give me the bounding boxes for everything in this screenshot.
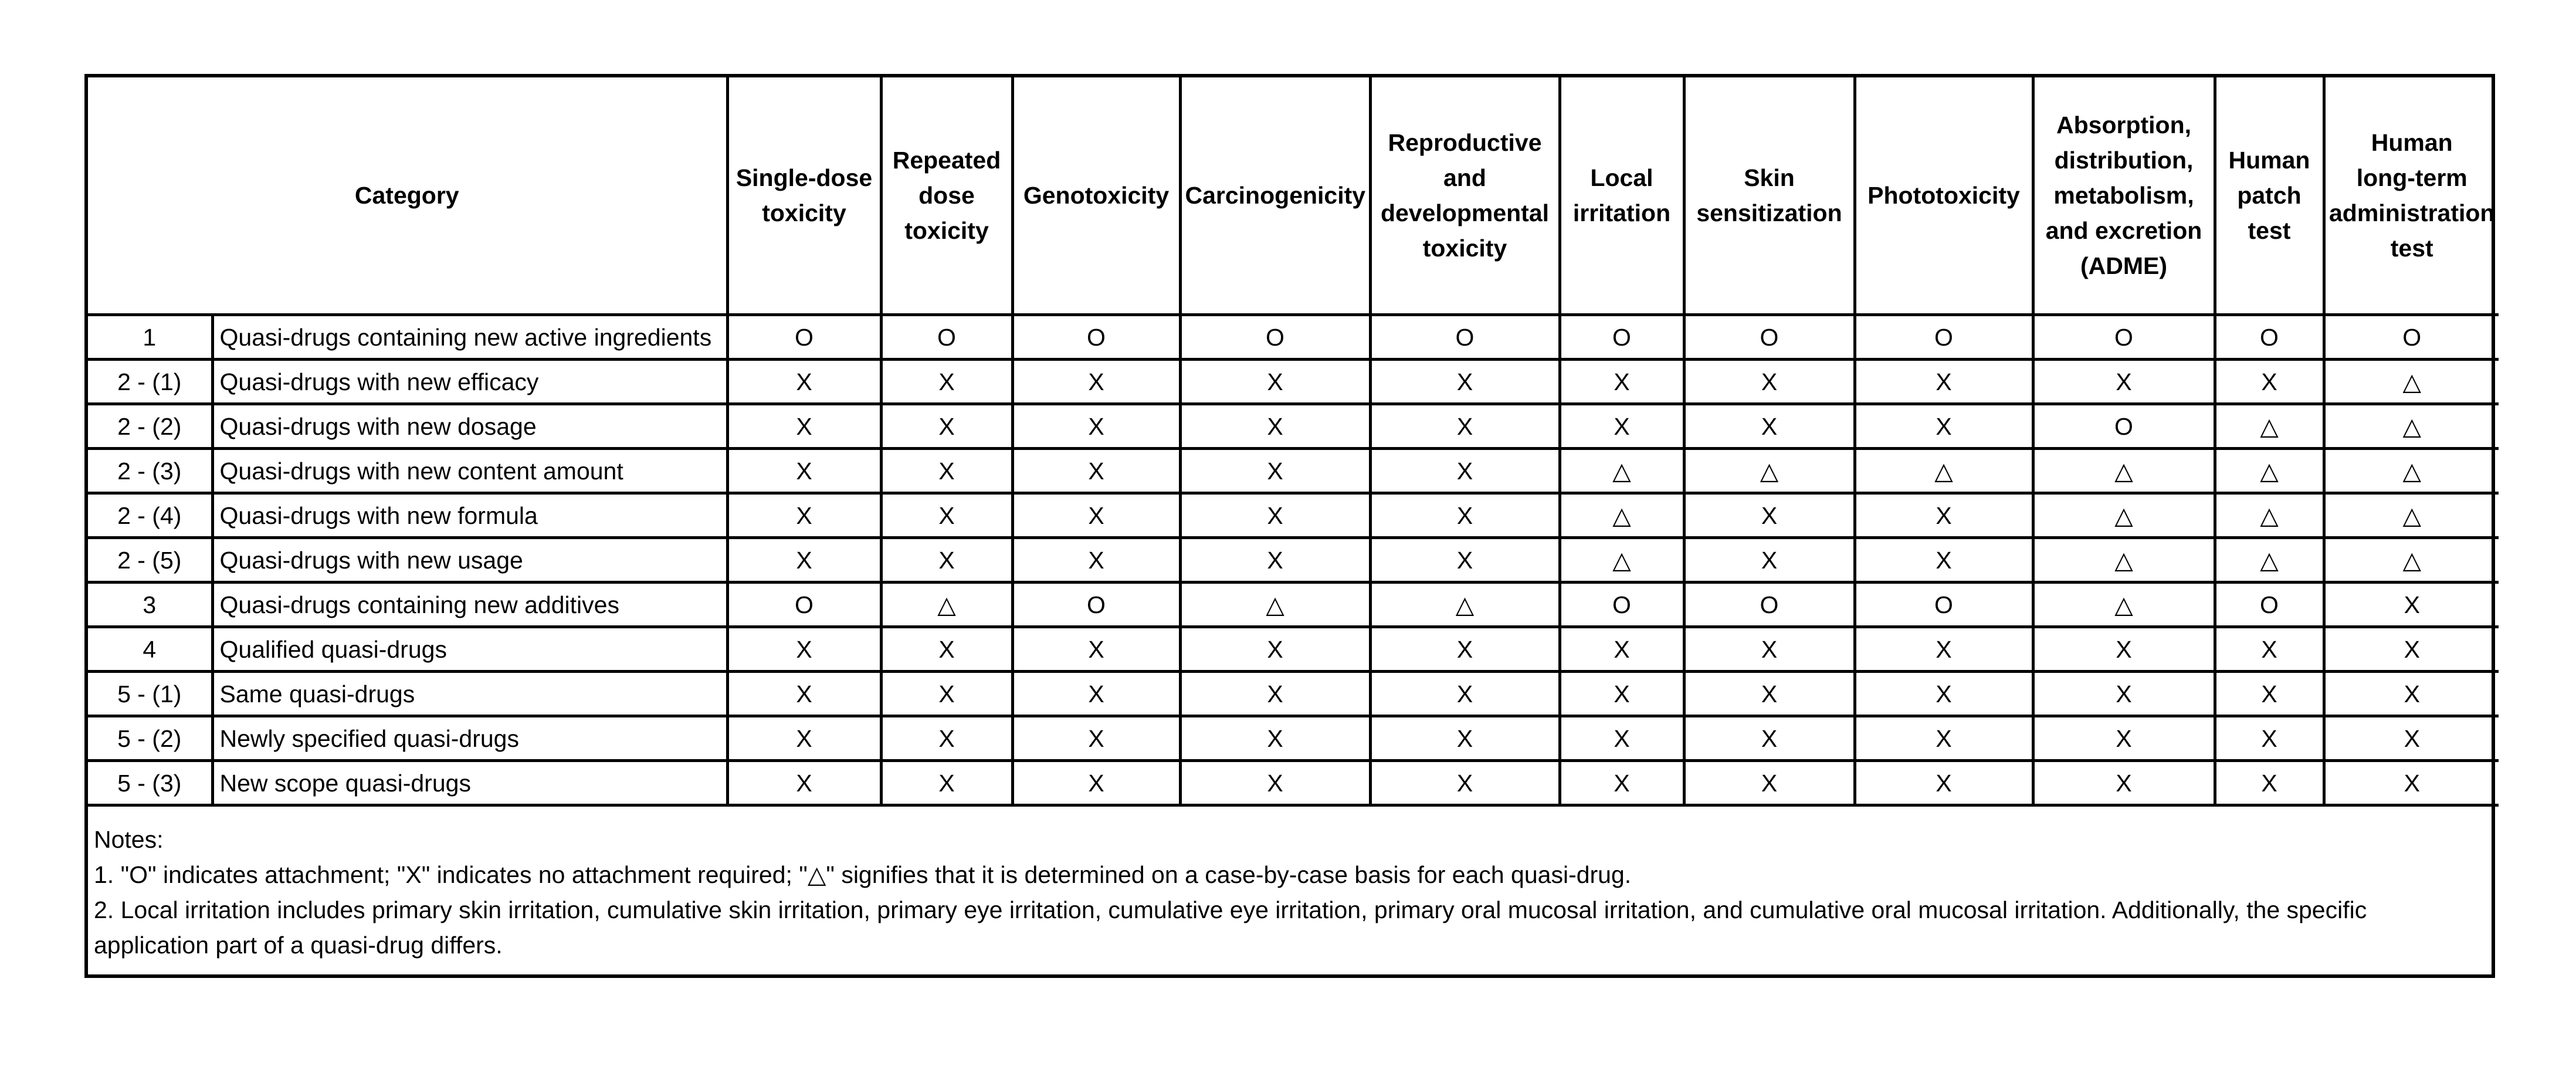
note-line-2: 2. Local irritation includes primary skin irritation, cumulative skin irritation, primary eye irritation, cumulative eye irritation, primary oral mucosal irritation, and cumulative oral mucosal irritation. Additionally, the specific application part of a quasi-drug differs. — [94, 896, 2367, 959]
row-category-id: 2 - (2) — [88, 404, 212, 449]
requirement-cell: X — [1855, 538, 2033, 583]
row-category-name: Quasi-drugs with new usage — [212, 538, 727, 583]
requirement-cell: X — [1370, 761, 1560, 805]
requirement-cell: X — [727, 404, 881, 449]
requirement-cell: X — [1684, 761, 1855, 805]
requirement-cell: X — [1012, 761, 1180, 805]
requirement-cell: X — [2324, 761, 2499, 805]
requirement-cell: X — [1370, 627, 1560, 672]
requirement-cell: X — [881, 404, 1012, 449]
row-category-name: Quasi-drugs containing new additives — [212, 583, 727, 627]
requirement-cell: X — [2324, 716, 2499, 761]
requirement-cell: X — [1855, 672, 2033, 716]
requirement-cell: X — [1684, 360, 1855, 404]
requirement-cell: X — [1180, 538, 1370, 583]
row-category-name: Same quasi-drugs — [212, 672, 727, 716]
requirement-cell: O — [1012, 583, 1180, 627]
row-category-name: Quasi-drugs containing new active ingredients — [212, 315, 727, 360]
requirement-cell: X — [1012, 493, 1180, 538]
requirement-cell: X — [2215, 627, 2324, 672]
requirement-cell: O — [1180, 315, 1370, 360]
requirement-cell: X — [1370, 538, 1560, 583]
requirement-cell: △ — [2033, 493, 2215, 538]
requirement-cell: △ — [2324, 404, 2499, 449]
requirement-cell: X — [2324, 672, 2499, 716]
requirement-cell: X — [1684, 627, 1855, 672]
requirement-cell: △ — [2324, 449, 2499, 493]
requirement-cell: O — [1684, 315, 1855, 360]
requirement-cell: X — [881, 716, 1012, 761]
requirement-cell: △ — [1560, 449, 1684, 493]
table-row — [88, 360, 2499, 404]
requirement-cell: X — [1370, 672, 1560, 716]
row-category-name: Quasi-drugs with new content amount — [212, 449, 727, 493]
requirement-cell: X — [881, 538, 1012, 583]
requirement-cell: △ — [2215, 538, 2324, 583]
requirement-cell: X — [1855, 493, 2033, 538]
requirement-cell: X — [1012, 716, 1180, 761]
table-row — [88, 672, 2499, 716]
requirement-cell: X — [1180, 761, 1370, 805]
requirement-cell: X — [881, 627, 1012, 672]
requirement-cell: X — [727, 627, 881, 672]
requirement-cell: X — [1684, 404, 1855, 449]
table-row — [88, 761, 2499, 805]
requirement-cell: X — [1684, 538, 1855, 583]
requirement-cell: △ — [881, 583, 1012, 627]
row-category-id: 1 — [88, 315, 212, 360]
requirement-cell: △ — [2324, 493, 2499, 538]
table-body — [88, 315, 2499, 805]
requirement-cell: X — [2215, 761, 2324, 805]
requirement-cell: X — [2324, 583, 2499, 627]
requirement-cell: △ — [1180, 583, 1370, 627]
row-category-name: Newly specified quasi-drugs — [212, 716, 727, 761]
requirement-cell: X — [1370, 449, 1560, 493]
requirement-cell: X — [727, 761, 881, 805]
column-header-human-patch-test: Human patch test — [2215, 77, 2324, 315]
requirement-cell: X — [1370, 716, 1560, 761]
requirement-cell: △ — [1370, 583, 1560, 627]
table-row — [88, 538, 2499, 583]
requirement-cell: X — [1370, 493, 1560, 538]
row-category-name: Quasi-drugs with new efficacy — [212, 360, 727, 404]
requirement-cell: X — [1855, 404, 2033, 449]
requirement-cell: X — [1684, 493, 1855, 538]
requirement-cell: X — [1012, 449, 1180, 493]
row-category-id: 2 - (5) — [88, 538, 212, 583]
header-row — [88, 77, 2499, 315]
requirement-cell: X — [1370, 404, 1560, 449]
requirement-cell: X — [1684, 672, 1855, 716]
requirement-cell: △ — [2324, 538, 2499, 583]
requirement-cell: △ — [2215, 493, 2324, 538]
requirement-cell: X — [1180, 716, 1370, 761]
requirement-cell: X — [1560, 360, 1684, 404]
row-category-id: 5 - (2) — [88, 716, 212, 761]
requirement-cell: X — [1560, 627, 1684, 672]
requirement-cell: X — [1684, 716, 1855, 761]
requirement-cell: X — [1180, 449, 1370, 493]
requirement-cell: O — [1855, 583, 2033, 627]
column-header-local-irritation: Local irritation — [1560, 77, 1684, 315]
table-row — [88, 315, 2499, 360]
requirement-cell: X — [2215, 672, 2324, 716]
requirement-cell: X — [1560, 672, 1684, 716]
requirement-cell: X — [1855, 716, 2033, 761]
row-category-name: Quasi-drugs with new formula — [212, 493, 727, 538]
requirement-cell: X — [1180, 627, 1370, 672]
row-category-id: 4 — [88, 627, 212, 672]
row-category-name: Quasi-drugs with new dosage — [212, 404, 727, 449]
requirement-cell: X — [881, 672, 1012, 716]
requirement-cell: X — [727, 538, 881, 583]
requirement-cell: O — [727, 315, 881, 360]
requirement-cell: O — [727, 583, 881, 627]
row-category-id: 2 - (1) — [88, 360, 212, 404]
quasi-drug-requirements-document — [84, 74, 2495, 978]
column-header-category: Category — [88, 77, 727, 315]
column-header-reproductive-toxicity: Reproductive and developmental toxicity — [1370, 77, 1560, 315]
requirement-cell: X — [727, 716, 881, 761]
requirement-cell: X — [1560, 761, 1684, 805]
requirement-cell: △ — [1560, 538, 1684, 583]
column-header-repeated-dose-toxicity: Repeated dose toxicity — [881, 77, 1012, 315]
requirement-cell: △ — [2215, 404, 2324, 449]
requirement-cell: O — [2033, 404, 2215, 449]
requirement-cell: O — [2324, 315, 2499, 360]
requirement-cell: △ — [2215, 449, 2324, 493]
requirement-cell: △ — [1684, 449, 1855, 493]
row-category-id: 5 - (1) — [88, 672, 212, 716]
requirement-cell: △ — [2324, 360, 2499, 404]
column-header-human-long-term-test: Human long-term administration test — [2324, 77, 2499, 315]
requirement-cell: O — [2033, 315, 2215, 360]
requirement-cell: O — [1560, 315, 1684, 360]
requirement-cell: X — [1180, 360, 1370, 404]
requirement-cell: △ — [2033, 583, 2215, 627]
requirement-cell: △ — [2033, 538, 2215, 583]
requirement-cell: O — [2215, 583, 2324, 627]
requirement-cell: △ — [1855, 449, 2033, 493]
table-row — [88, 449, 2499, 493]
table-row — [88, 404, 2499, 449]
requirement-cell: O — [1560, 583, 1684, 627]
requirement-cell: X — [881, 761, 1012, 805]
column-header-genotoxicity: Genotoxicity — [1012, 77, 1180, 315]
table-row — [88, 583, 2499, 627]
column-header-phototoxicity: Phototoxicity — [1855, 77, 2033, 315]
requirement-cell: X — [2033, 627, 2215, 672]
requirement-cell: X — [1180, 672, 1370, 716]
requirement-cell: X — [1012, 672, 1180, 716]
requirement-cell: X — [1560, 404, 1684, 449]
row-category-name: New scope quasi-drugs — [212, 761, 727, 805]
requirement-cell: X — [1855, 360, 2033, 404]
notes-title: Notes: — [94, 826, 164, 853]
requirement-cell: X — [2215, 360, 2324, 404]
requirement-cell: X — [881, 360, 1012, 404]
requirement-cell: X — [1855, 761, 2033, 805]
requirement-cell: O — [1012, 315, 1180, 360]
column-header-skin-sensitization: Skin sensitization — [1684, 77, 1855, 315]
note-line-1: 1. "O" indicates attachment; "X" indicates no attachment required; "△" signifies that it is determined on a case-by-case basis for each quasi-drug. — [94, 861, 1632, 888]
requirement-cell: O — [2215, 315, 2324, 360]
requirements-table — [88, 77, 2499, 807]
requirement-cell: O — [1370, 315, 1560, 360]
requirement-cell: X — [1180, 493, 1370, 538]
requirement-cell: △ — [1560, 493, 1684, 538]
requirement-cell: △ — [2033, 449, 2215, 493]
requirement-cell: X — [727, 493, 881, 538]
table-row — [88, 716, 2499, 761]
requirement-cell: X — [1012, 538, 1180, 583]
requirement-cell: X — [2033, 672, 2215, 716]
row-category-id: 5 - (3) — [88, 761, 212, 805]
requirement-cell: X — [727, 672, 881, 716]
requirement-cell: X — [727, 360, 881, 404]
requirement-cell: X — [727, 449, 881, 493]
requirement-cell: X — [2215, 716, 2324, 761]
requirement-cell: O — [1684, 583, 1855, 627]
table-row — [88, 627, 2499, 672]
requirement-cell: X — [2033, 716, 2215, 761]
requirement-cell: X — [2033, 360, 2215, 404]
requirement-cell: O — [881, 315, 1012, 360]
row-category-id: 2 - (3) — [88, 449, 212, 493]
requirement-cell: X — [2324, 627, 2499, 672]
requirement-cell: X — [1560, 716, 1684, 761]
requirement-cell: X — [2033, 761, 2215, 805]
requirement-cell: X — [881, 493, 1012, 538]
column-header-carcinogenicity: Carcinogenicity — [1180, 77, 1370, 315]
requirement-cell: X — [1012, 360, 1180, 404]
column-header-single-dose-toxicity: Single-dose toxicity — [727, 77, 881, 315]
requirement-cell: X — [1370, 360, 1560, 404]
column-header-adme: Absorption, distribution, metabolism, and excretion (ADME) — [2033, 77, 2215, 315]
table-row — [88, 493, 2499, 538]
requirement-cell: X — [1012, 627, 1180, 672]
notes-section — [88, 807, 2492, 974]
requirement-cell: X — [881, 449, 1012, 493]
requirement-cell: X — [1012, 404, 1180, 449]
row-category-id: 2 - (4) — [88, 493, 212, 538]
row-category-id: 3 — [88, 583, 212, 627]
requirement-cell: X — [1180, 404, 1370, 449]
requirement-cell: O — [1855, 315, 2033, 360]
row-category-name: Qualified quasi-drugs — [212, 627, 727, 672]
requirement-cell: X — [1855, 627, 2033, 672]
